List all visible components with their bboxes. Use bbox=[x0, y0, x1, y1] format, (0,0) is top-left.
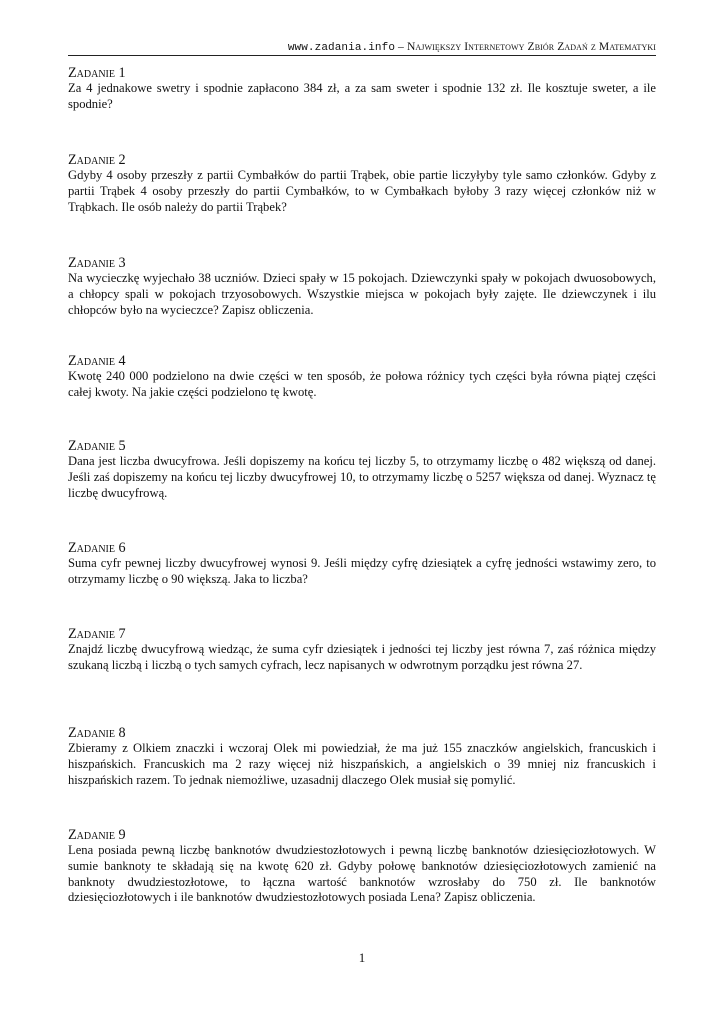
task-title: Zadanie 2 bbox=[68, 152, 126, 168]
document-page bbox=[68, 0, 656, 1024]
task-7 bbox=[68, 627, 656, 674]
header-rule bbox=[68, 55, 656, 56]
task-text: Zbieramy z Olkiem znaczki i wczoraj Olek mi powiedział, że ma już 155 znaczków angielskich, francuskich i hiszpańskich. Francuskich ma 2 razy więcej niż hiszpańskich, a angielskich o 39 mniej niz francuskich i hiszpańskich razem. To jednak niemożliwe, uzasadnij dlaczego Olek musiał się pomylić. bbox=[68, 741, 656, 787]
task-text: Suma cyfr pewnej liczby dwucyfrowej wynosi 9. Jeśli między cyfrę dziesiątek a cyfrę jedności wstawimy zero, to otrzymamy liczbę o 90 większą. Jaka to liczba? bbox=[68, 556, 656, 586]
page-header bbox=[68, 40, 656, 54]
task-2 bbox=[68, 153, 656, 215]
header-separator: – bbox=[395, 40, 407, 53]
task-title: Zadanie 8 bbox=[68, 725, 126, 741]
task-title: Zadanie 6 bbox=[68, 540, 126, 556]
task-4 bbox=[68, 354, 656, 401]
task-5 bbox=[68, 439, 656, 501]
header-collection: Największy Internetowy Zbiór Zadań z Matematyki bbox=[406, 40, 656, 53]
page-number: 1 bbox=[358, 950, 366, 965]
task-text: Kwotę 240 000 podzielono na dwie części w ten sposób, że połowa różnicy tych części była równa piątej części całej kwoty. Na jakie części podzielono tę kwotę. bbox=[68, 369, 656, 399]
task-title: Zadanie 1 bbox=[68, 65, 126, 81]
task-title: Zadanie 7 bbox=[68, 626, 126, 642]
task-3 bbox=[68, 256, 656, 318]
task-text: Dana jest liczba dwucyfrowa. Jeśli dopiszemy na końcu tej liczby 5, to otrzymamy liczbę o 482 większą od danej. Jeśli zaś dopiszemy na końcu tej liczby dwucyfrowej 10, to otrzymamy liczbę o 5257 większa od danej. Wyznacz tę liczbę dwucyfrową. bbox=[68, 454, 656, 500]
task-text: Lena posiada pewną liczbę banknotów dwudziestozłotowych i pewną liczbę banknotów dziesięciozłotowych. W sumie banknoty te składają się na kwotę 620 zł. Gdyby połowę banknotów dziesięciozłotowych zamienić na banknoty dwudziestozłotowe, to łączna wartość banknotów wzrosłaby do 750 zł. Ile banknotów dziesięciozłotowych i ile banknotów dwudziestozłotowych posiada Lena? Zapisz obliczenia. bbox=[68, 843, 656, 905]
task-9 bbox=[68, 828, 656, 906]
task-8 bbox=[68, 726, 656, 788]
task-6 bbox=[68, 541, 656, 588]
task-text: Gdyby 4 osoby przeszły z partii Cymbałków do partii Trąbek, obie partie liczyłyby tyle samo członków. Gdyby z partii Trąbek 4 osoby przeszły do partii Cymbałków, to w Cymbałkach byłoby 3 razy więcej członków niż w Trąbkach. Ile osób należy do partii Trąbek? bbox=[68, 168, 656, 214]
task-title: Zadanie 4 bbox=[68, 353, 126, 369]
task-title: Zadanie 3 bbox=[68, 255, 126, 271]
task-text: Za 4 jednakowe swetry i spodnie zapłacono 384 zł, a za sam sweter i spodnie 132 zł. Ile kosztuje sweter, a ile spodnie? bbox=[68, 81, 656, 111]
task-title: Zadanie 5 bbox=[68, 438, 126, 454]
task-text: Znajdź liczbę dwucyfrową wiedząc, że suma cyfr dziesiątek i jedności tej liczby jest równa 7, zaś różnica między szukaną liczbą i liczbą o tych samych cyfrach, lecz napisanych w odwrotnym porządku jest równa 27. bbox=[68, 642, 656, 672]
task-1 bbox=[68, 66, 656, 113]
task-text: Na wycieczkę wyjechało 38 uczniów. Dzieci spały w 15 pokojach. Dziewczynki spały w pokojach dwuosobowych, a chłopcy spali w pokojach trzyosobowych. Wszystkie miejsca w pokojach były zajęte. Ile dziewczynek i ilu chłopców było na wycieczce? Zapisz obliczenia. bbox=[68, 271, 656, 317]
task-title: Zadanie 9 bbox=[68, 827, 126, 843]
header-site: www.zadania.info bbox=[287, 42, 396, 54]
